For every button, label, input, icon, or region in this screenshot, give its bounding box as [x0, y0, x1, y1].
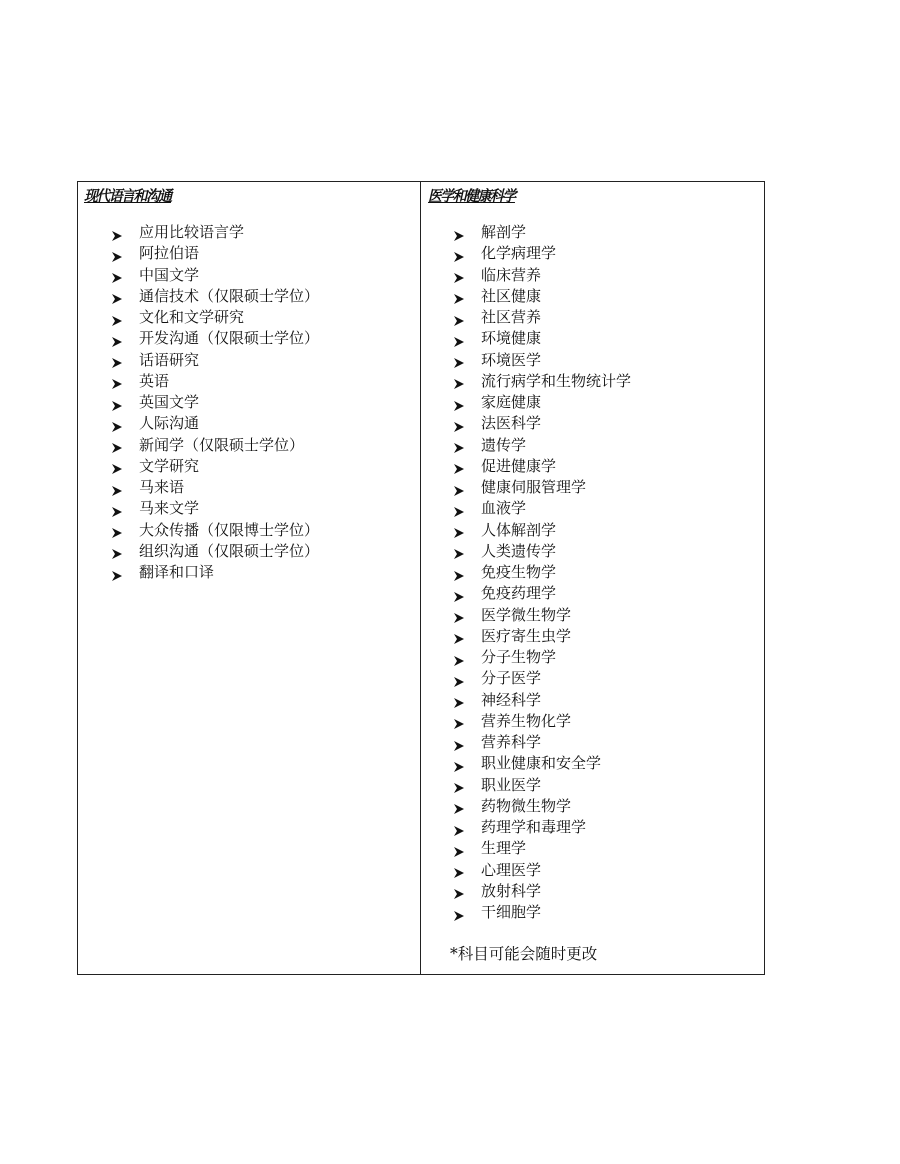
list-item [111, 222, 319, 243]
arrowhead-bullet-icon [453, 779, 465, 791]
arrowhead-bullet-icon [453, 715, 465, 727]
arrowhead-bullet-icon [453, 269, 465, 281]
arrowhead-bullet-icon [111, 418, 123, 430]
list-item-label: 组织沟通（仅限硕士学位） [139, 541, 320, 560]
list-item-label: 生理学 [481, 839, 527, 858]
arrowhead-bullet-icon [111, 397, 123, 409]
arrowhead-bullet-icon [453, 652, 465, 664]
footnote: *科目可能会随时更改 [450, 945, 598, 963]
list-item-label: 心理医学 [481, 860, 542, 879]
list-item [453, 647, 631, 668]
list-item-label: 社区营养 [481, 308, 542, 326]
left-column-heading: 现代语言和沟通 [84, 187, 171, 205]
list-item-label: 血液学 [481, 499, 527, 518]
list-item [453, 350, 631, 371]
arrowhead-bullet-icon [453, 567, 465, 579]
list-item-label: 法医科学 [481, 414, 542, 433]
subjects-table [77, 181, 765, 975]
list-item [453, 668, 631, 689]
list-item-label: 英国文学 [139, 393, 200, 411]
list-item [453, 817, 631, 838]
list-item [453, 307, 631, 328]
arrowhead-bullet-icon [111, 312, 123, 324]
arrowhead-bullet-icon [453, 397, 465, 409]
list-item-label: 解剖学 [481, 223, 527, 241]
arrowhead-bullet-icon [111, 482, 123, 494]
list-item [111, 413, 319, 434]
list-item-label: 社区健康 [481, 286, 542, 305]
arrowhead-bullet-icon [453, 375, 465, 387]
arrowhead-bullet-icon [111, 460, 123, 472]
list-item-label: 健康伺服管理学 [481, 478, 587, 496]
list-item [111, 392, 319, 413]
list-item-label: 环境健康 [481, 329, 542, 348]
list-item-label: 神经科学 [481, 690, 542, 709]
arrowhead-bullet-icon [111, 333, 123, 345]
arrowhead-bullet-icon [453, 439, 465, 451]
list-item-label: 职业医学 [481, 775, 542, 794]
list-item [453, 498, 631, 519]
list-item-label: 话语研究 [139, 350, 200, 369]
arrowhead-bullet-icon [453, 290, 465, 302]
list-item [453, 541, 631, 562]
list-item-label: 遗传学 [481, 435, 527, 454]
list-item-label: 中国文学 [139, 265, 200, 284]
list-item-label: 化学病理学 [481, 244, 557, 263]
list-item-label: 药理学和毒理学 [481, 818, 587, 836]
arrowhead-bullet-icon [111, 248, 123, 260]
list-item-label: 营养生物化学 [481, 711, 572, 730]
arrowhead-bullet-icon [453, 737, 465, 749]
list-item [111, 562, 319, 583]
list-item [111, 371, 319, 392]
list-item-label: 促进健康学 [481, 456, 557, 475]
list-item [453, 775, 631, 796]
list-item [453, 243, 631, 264]
list-item-label: 翻译和口译 [139, 563, 215, 581]
list-item [453, 477, 631, 498]
list-item-label: 医学微生物学 [481, 605, 572, 624]
list-item [453, 520, 631, 541]
list-item [453, 690, 631, 711]
list-item [453, 605, 631, 626]
left-column [78, 182, 421, 974]
arrowhead-bullet-icon [111, 354, 123, 366]
arrowhead-bullet-icon [111, 439, 123, 451]
list-item [453, 583, 631, 604]
arrowhead-bullet-icon [453, 907, 465, 919]
list-item [111, 456, 319, 477]
arrowhead-bullet-icon [453, 524, 465, 536]
list-item-label: 药物微生物学 [481, 796, 572, 815]
list-item [453, 392, 631, 413]
arrowhead-bullet-icon [453, 460, 465, 472]
list-item-label: 放射科学 [481, 881, 542, 900]
list-item [453, 626, 631, 647]
list-item-label: 流行病学和生物统计学 [481, 371, 632, 390]
arrowhead-bullet-icon [453, 673, 465, 685]
left-subject-list [111, 222, 319, 583]
list-item [111, 286, 319, 307]
arrowhead-bullet-icon [453, 885, 465, 897]
arrowhead-bullet-icon [111, 290, 123, 302]
arrowhead-bullet-icon [453, 588, 465, 600]
list-item [453, 435, 631, 456]
list-item [111, 435, 319, 456]
arrowhead-bullet-icon [453, 843, 465, 855]
right-subject-list [453, 222, 631, 923]
arrowhead-bullet-icon [453, 482, 465, 494]
list-item-label: 免疫药理学 [481, 584, 557, 603]
arrowhead-bullet-icon [453, 609, 465, 621]
list-item-label: 人体解剖学 [481, 520, 557, 539]
arrowhead-bullet-icon [453, 227, 465, 239]
list-item [453, 902, 631, 923]
list-item-label: 新闻学（仅限硕士学位） [139, 435, 305, 454]
list-item [453, 328, 631, 349]
list-item [453, 753, 631, 774]
right-column [421, 182, 764, 974]
arrowhead-bullet-icon [453, 822, 465, 834]
list-item [111, 541, 319, 562]
list-item-label: 家庭健康 [481, 393, 542, 411]
list-item-label: 职业健康和安全学 [481, 754, 602, 773]
list-item-label: 马来语 [139, 478, 185, 496]
list-item [453, 711, 631, 732]
arrowhead-bullet-icon [111, 227, 123, 239]
arrowhead-bullet-icon [453, 312, 465, 324]
list-item-label: 临床营养 [481, 265, 542, 284]
list-item-label: 文化和文学研究 [139, 308, 245, 326]
list-item-label: 分子生物学 [481, 648, 557, 666]
arrowhead-bullet-icon [111, 375, 123, 387]
arrowhead-bullet-icon [111, 545, 123, 557]
list-item [453, 413, 631, 434]
list-item [453, 456, 631, 477]
arrowhead-bullet-icon [111, 503, 123, 515]
list-item [111, 328, 319, 349]
list-item-label: 人际沟通 [139, 414, 200, 433]
list-item-label: 通信技术（仅限硕士学位） [139, 286, 320, 305]
list-item [111, 265, 319, 286]
list-item [453, 732, 631, 753]
arrowhead-bullet-icon [453, 545, 465, 557]
list-item [453, 222, 631, 243]
list-item [111, 307, 319, 328]
arrowhead-bullet-icon [111, 567, 123, 579]
list-item [453, 860, 631, 881]
list-item [453, 796, 631, 817]
list-item-label: 干细胞学 [481, 903, 542, 921]
list-item-label: 免疫生物学 [481, 563, 557, 581]
list-item-label: 分子医学 [481, 669, 542, 688]
list-item-label: 应用比较语言学 [139, 223, 245, 241]
list-item [453, 881, 631, 902]
list-item [453, 371, 631, 392]
list-item-label: 阿拉伯语 [139, 244, 200, 263]
list-item [111, 520, 319, 541]
arrowhead-bullet-icon [453, 333, 465, 345]
list-item [453, 286, 631, 307]
list-item [111, 477, 319, 498]
arrowhead-bullet-icon [453, 694, 465, 706]
arrowhead-bullet-icon [453, 864, 465, 876]
arrowhead-bullet-icon [453, 758, 465, 770]
list-item-label: 开发沟通（仅限硕士学位） [139, 329, 320, 348]
list-item [453, 265, 631, 286]
arrowhead-bullet-icon [453, 630, 465, 642]
arrowhead-bullet-icon [111, 269, 123, 281]
arrowhead-bullet-icon [453, 800, 465, 812]
arrowhead-bullet-icon [111, 524, 123, 536]
list-item-label: 营养科学 [481, 733, 542, 751]
list-item [453, 838, 631, 859]
arrowhead-bullet-icon [453, 354, 465, 366]
list-item [111, 498, 319, 519]
list-item [111, 350, 319, 371]
list-item-label: 环境医学 [481, 350, 542, 369]
list-item [111, 243, 319, 264]
list-item-label: 大众传播（仅限博士学位） [139, 520, 320, 539]
list-item-label: 人类遗传学 [481, 541, 557, 560]
arrowhead-bullet-icon [453, 418, 465, 430]
list-item-label: 文学研究 [139, 456, 200, 475]
list-item-label: 马来文学 [139, 499, 200, 518]
list-item-label: 医疗寄生虫学 [481, 626, 572, 645]
arrowhead-bullet-icon [453, 248, 465, 260]
right-column-heading: 医学和健康科学 [428, 187, 515, 205]
list-item-label: 英语 [139, 371, 170, 390]
arrowhead-bullet-icon [453, 503, 465, 515]
list-item [453, 562, 631, 583]
